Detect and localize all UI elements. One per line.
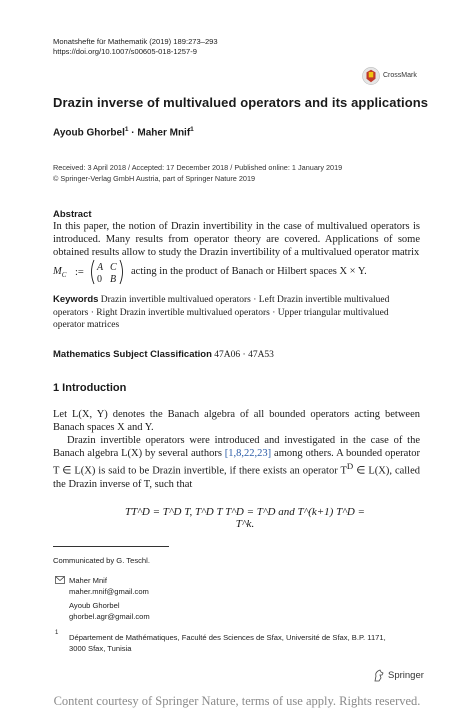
matrix-description: acting in the product of Banach or Hilbert spaces X × Y. <box>131 266 367 277</box>
keywords-block <box>53 294 420 332</box>
keywords-heading: Keywords <box>53 294 99 305</box>
author-name[interactable]: Ayoub Ghorbel <box>53 127 125 139</box>
operator-matrix <box>75 258 125 286</box>
keywords-text: Drazin invertible multivalued operators · Left Drazin invertible multivalued operators · Right Drazin invertible multivalued operators · Upper triangular multivalued operator matrices <box>53 295 390 330</box>
matrix-entry: B <box>110 274 117 285</box>
crossmark-badge[interactable] <box>362 66 432 88</box>
journal-doi[interactable]: https://doi.org/10.1007/s00605-018-1257-9 <box>53 47 197 56</box>
coauthor-contact <box>69 601 150 622</box>
abstract-paragraph: In this paper, the notion of Drazin invertibility in the case of multivalued operators is introduced. Many results from operator theory are covered. Applications of some obtained results allow to study the Drazin invertibility of a multivalued operator matrix <box>53 221 420 258</box>
matrix-definition <box>53 258 433 286</box>
matrix-entry: 0 <box>97 274 102 285</box>
journal-header <box>53 37 218 57</box>
msc-heading: Mathematics Subject Classification <box>53 349 212 360</box>
author-name[interactable]: Maher Mnif <box>137 127 191 139</box>
affiliation: Département de Mathématiques, Faculté des Sciences de Sfax, Université de Sfax, B.P. 1171, 3000 Sfax, Tunisia <box>69 633 386 653</box>
matrix-entry: A <box>97 262 104 273</box>
citation-link[interactable]: [1,8,22,23] <box>224 448 272 459</box>
footnote-divider <box>53 546 169 547</box>
email-icon <box>55 576 65 584</box>
publication-dates <box>53 163 342 184</box>
matrix-entry: C <box>110 262 117 273</box>
author-email[interactable]: maher.mnif@gmail.com <box>69 586 149 596</box>
abstract-heading: Abstract <box>53 209 92 220</box>
springer-label: Springer <box>388 670 424 681</box>
author-name: Ayoub Ghorbel <box>69 601 120 610</box>
paper-title: Drazin inverse of multivalued operators and its applications <box>53 95 429 110</box>
introduction-body <box>53 408 420 491</box>
corresponding-author <box>69 576 149 597</box>
matrix-symbol: $M_C$ <box>53 266 67 280</box>
right-paren <box>120 260 123 284</box>
dates-line: Received: 3 April 2018 / Accepted: 17 December 2018 / Published online: 1 January 2019 <box>53 163 343 172</box>
crossmark-icon <box>362 67 380 85</box>
journal-citation: Monatshefte für Mathematik (2019) 189:273–293 <box>53 37 218 46</box>
communicated-by: Communicated by G. Teschl. <box>53 556 150 565</box>
springer-logo <box>373 668 443 684</box>
affiliation-number: 1 <box>55 630 59 636</box>
author-affiliation-ref: 1 <box>190 126 194 133</box>
msc-codes: 47A06 · 47A53 <box>214 350 274 360</box>
author-name: Maher Mnif <box>69 576 107 585</box>
msc-block <box>53 349 274 360</box>
crossmark-label: CrossMark <box>383 72 417 79</box>
courtesy-notice: Content courtesy of Springer Nature, terms of use apply. Rights reserved. <box>53 694 421 708</box>
left-paren <box>92 260 95 284</box>
abstract-text <box>53 220 420 259</box>
drazin-equation: TT^D = T^D T, T^D T T^D = T^D and T^(k+1) T^D = T^k. <box>125 506 365 530</box>
author-separator: · <box>131 127 135 139</box>
author-email[interactable]: ghorbel.agr@gmail.com <box>69 611 150 621</box>
author-list <box>53 126 194 138</box>
author-affiliation-ref: 1 <box>124 126 129 133</box>
springer-horse-icon <box>373 669 385 682</box>
assign-symbol: := <box>75 267 84 278</box>
intro-paragraph: Drazin invertible operators were introduced and investigated in the case of the Banach algebra L(X) by several authors [1,8,22,23] among others. A bounded operator T ∈ L(X) is said to be Drazin invertible, if there exists an operator $T^D$ ∈ L(X), called the Drazin inverse of T, such that <box>53 435 421 490</box>
section-heading: 1 Introduction <box>53 382 127 394</box>
copyright-line: © Springer-Verlag GmbH Austria, part of Springer Nature 2019 <box>53 173 256 183</box>
intro-paragraph: Let L(X, Y) denotes the Banach algebra of all bounded operators acting between Banach spaces X and Y. <box>53 409 420 433</box>
